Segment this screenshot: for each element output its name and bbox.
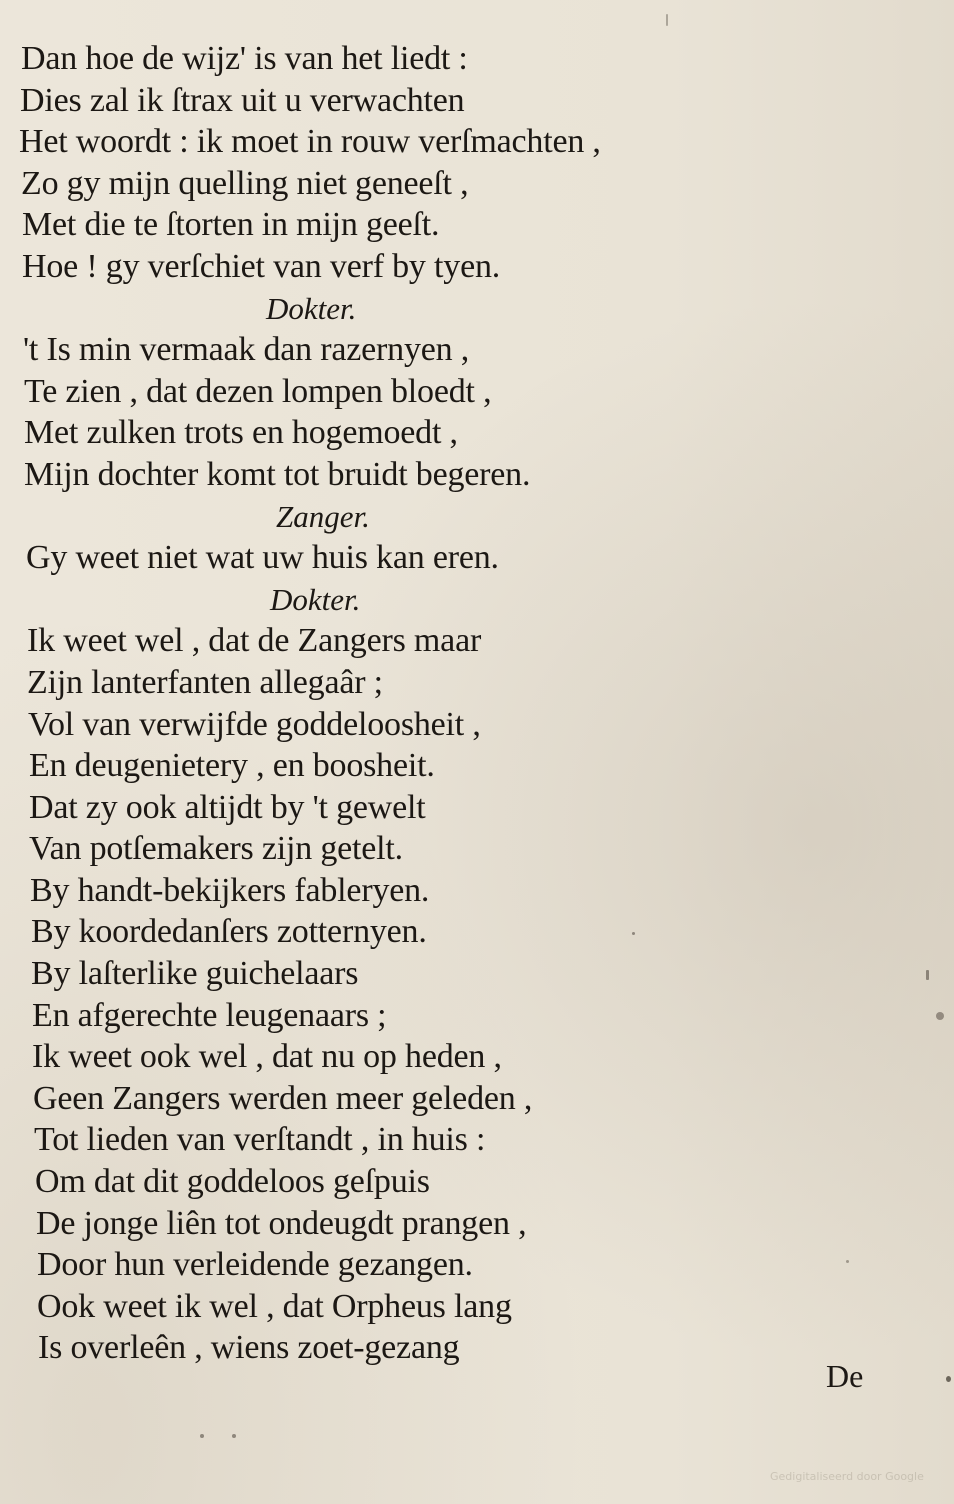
verse-block: [18, 38, 718, 1369]
verse-line: Dat zy ook altijdt by 't gewelt: [29, 788, 426, 826]
verse-line: Vol van verwijfde goddeloosheit ,: [28, 705, 481, 743]
verse-line: Mijn dochter komt tot bruidt begeren.: [24, 455, 531, 493]
verse-line: Het woordt : ik moet in rouw verſmachten ,: [19, 123, 601, 161]
ink-speck: [846, 1260, 849, 1263]
verse-line: Ik weet wel , dat de Zangers maar: [27, 622, 482, 660]
verse-line: Zo gy mijn quelling niet geneeſt ,: [21, 164, 469, 202]
verse-line: Om dat dit goddeloos geſpuis: [35, 1163, 430, 1201]
verse-line: En deugenietery , en boosheit.: [29, 747, 435, 785]
verse-line: Ook weet ik wel , dat Orpheus lang: [37, 1287, 512, 1325]
speaker-name: Dokter.: [266, 290, 357, 326]
ink-speck: [666, 14, 668, 26]
verse-line: Van potſemakers zijn getelt.: [29, 830, 403, 868]
verse-line: By koordedanſers zotternyen.: [31, 913, 427, 951]
verse-line: Geen Zangers werden meer geleden ,: [33, 1079, 533, 1117]
verse-line: 't Is min vermaak dan razernyen ,: [23, 331, 470, 369]
ink-speck: [926, 970, 929, 980]
verse-line: Met die te ſtorten in mijn geeſt.: [22, 206, 440, 244]
verse-line: Zijn lanterfanten allegaâr ;: [27, 663, 383, 701]
verse-line: De jonge liên tot ondeugdt prangen ,: [36, 1204, 527, 1242]
speaker-name: Dokter.: [270, 581, 361, 617]
verse-line: Gy weet niet wat uw huis kan eren.: [26, 539, 499, 577]
ink-speck: [632, 932, 635, 935]
verse-line: Door hun verleidende gezangen.: [37, 1246, 473, 1284]
verse-line: Hoe ! gy verſchiet van verf by tyen.: [22, 247, 501, 285]
bleed-through-text: [720, 40, 954, 1360]
digitization-watermark: Gedigitaliseerd door Google: [770, 1470, 924, 1483]
verse-line: Met zulken trots en hogemoedt ,: [24, 414, 458, 452]
verse-line: Tot lieden van verſtandt , in huis :: [34, 1121, 486, 1159]
verse-line: Dies zal ik ſtrax uit u verwachten: [20, 81, 465, 119]
verse-line: Is overleên , wiens zoet-gezang: [38, 1329, 460, 1367]
verse-line: En afgerechte leugenaars ;: [32, 996, 387, 1034]
ink-speck: [936, 1012, 944, 1020]
verse-line: By handt-bekijkers fableryen.: [30, 871, 430, 909]
ink-speck: [232, 1434, 236, 1438]
catchword: De: [826, 1358, 864, 1394]
verse-line: Dan hoe de wijz' is van het liedt :: [21, 40, 468, 77]
verse-line: By laſterlike guichelaars: [31, 955, 359, 993]
verse-line: Ik weet ook wel , dat nu op heden ,: [32, 1038, 502, 1076]
ink-speck: [946, 1376, 951, 1382]
speaker-name: Zanger.: [276, 498, 370, 534]
ink-speck: [200, 1434, 204, 1438]
verse-line: Te zien , dat dezen lompen bloedt ,: [24, 372, 492, 410]
